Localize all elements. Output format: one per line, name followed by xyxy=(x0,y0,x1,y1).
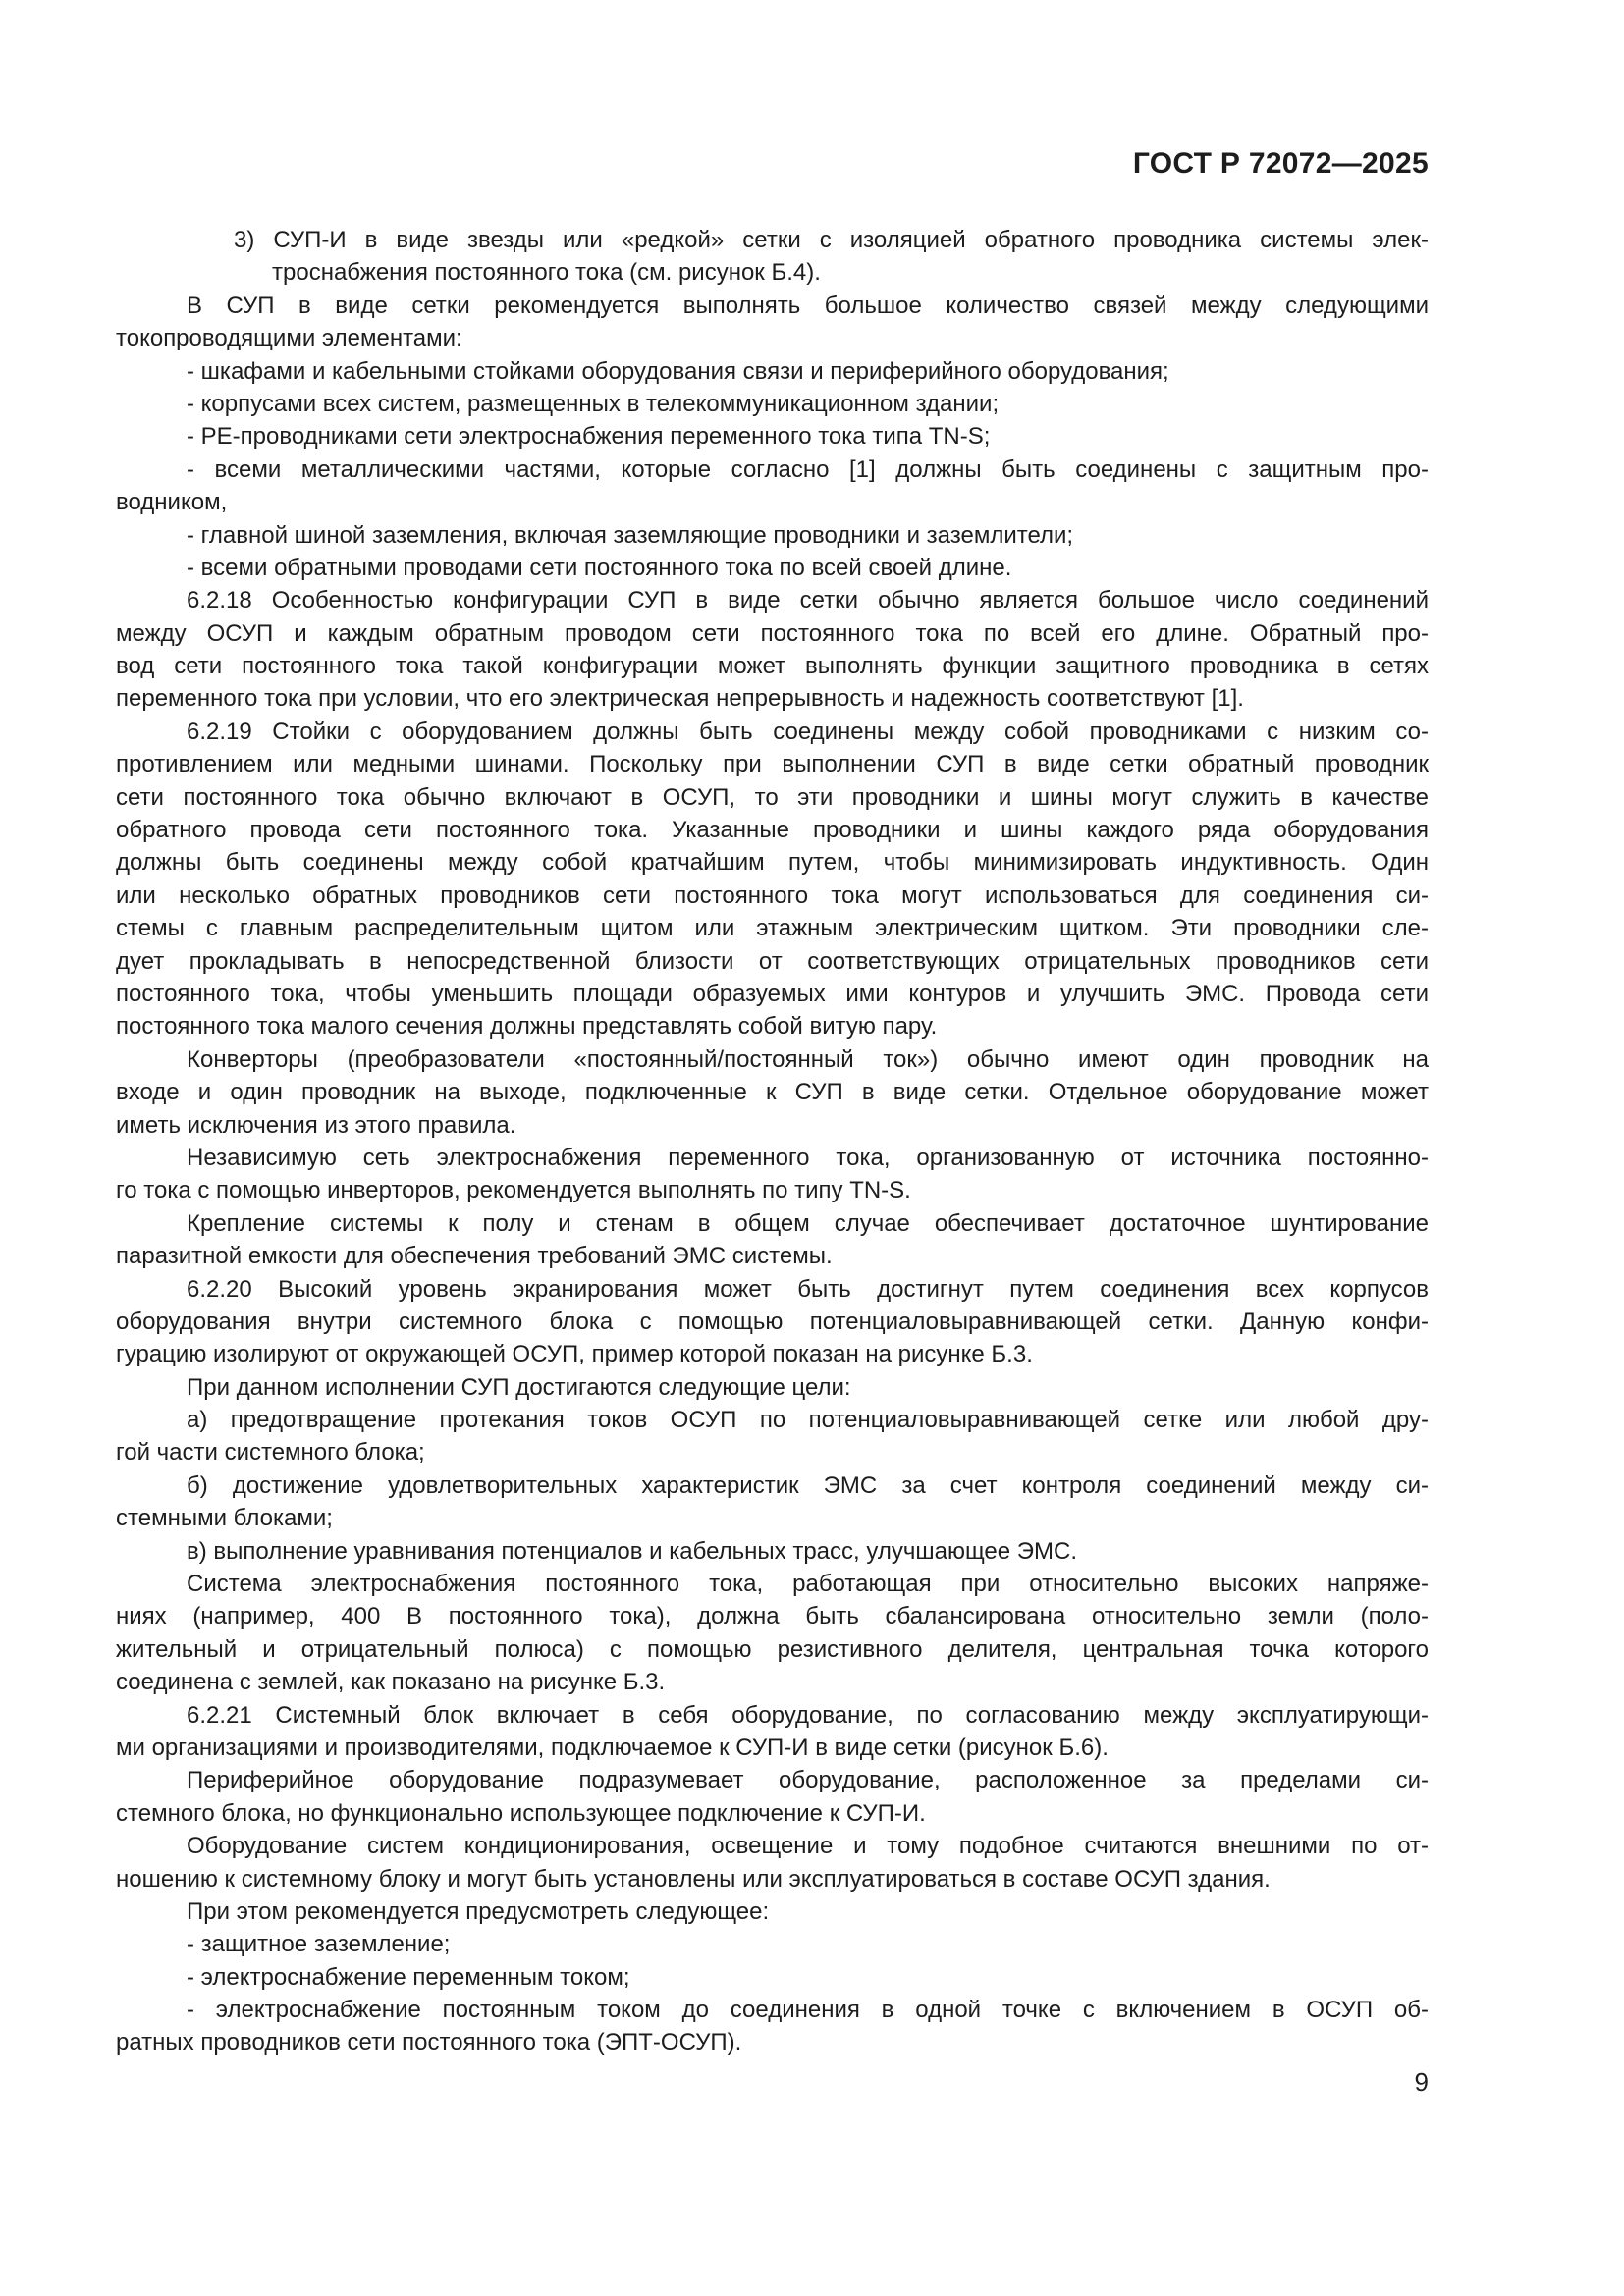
text-line: 6.2.20 Высокий уровень экранирования может быть достигнут путем соединения всех корпусов xyxy=(187,1275,1429,1303)
paragraph xyxy=(116,1568,1429,1699)
text-line: дует прокладывать в непосредственной близости от соответствующих отрицательных проводников сети xyxy=(116,947,1429,975)
text-line: иметь исключения из этого правила. xyxy=(116,1111,516,1139)
text-line: противлением или медными шинами. Поскольку при выполнении СУП в виде сетки обратный проводник xyxy=(116,751,1429,778)
text-line: Независимую сеть электроснабжения переменного тока, организованную от источника постоянно- xyxy=(187,1144,1429,1171)
paragraph xyxy=(116,519,1429,552)
text-line: токопроводящими элементами: xyxy=(116,325,462,352)
text-line: 6.2.19 Стойки с оборудованием должны быть соединены между собой проводниками с низким со- xyxy=(187,718,1429,745)
text-line: - шкафами и кабельными стойками оборудования связи и периферийного оборудования; xyxy=(187,357,1169,385)
text-line: паразитной емкости для обеспечения требований ЭМС системы. xyxy=(116,1243,833,1270)
text-line: троснабжения постоянного тока (см. рисунок Б.4). xyxy=(272,259,821,287)
text-line: стемного блока, но функционально использующее подключение к СУП-И. xyxy=(116,1799,926,1827)
text-line: обратного провода сети постоянного тока. Указанные проводники и шины каждого ряда оборудования xyxy=(116,817,1429,844)
paragraph xyxy=(116,1928,1429,1960)
text-line: или несколько обратных проводников сети постоянного тока могут использоваться для соединения си- xyxy=(116,881,1429,909)
text-line: водником, xyxy=(116,489,228,516)
paragraph xyxy=(116,290,1429,355)
text-line: стемными блоками; xyxy=(116,1505,333,1532)
text-line: В СУП в виде сетки рекомендуется выполнять большое количество связей между следующими xyxy=(187,292,1429,319)
text-line: гой части системного блока; xyxy=(116,1439,425,1467)
paragraph xyxy=(116,584,1429,716)
text-line: постоянного тока, чтобы уменьшить площади образуемых ими контуров и улучшить ЭМС. Провода сети xyxy=(116,980,1429,1007)
page-number: 9 xyxy=(1414,2067,1429,2097)
text-line: ниях (например, 400 В постоянного тока), должна быть сбалансирована относительно земли (поло- xyxy=(116,1603,1429,1630)
paragraph xyxy=(116,1142,1429,1207)
paragraph xyxy=(116,1961,1429,1994)
text-line: ношению к системному блоку и могут быть установлены или эксплуатироваться в составе ОСУП здания. xyxy=(116,1865,1271,1893)
text-line: - защитное заземление; xyxy=(187,1931,451,1958)
paragraph xyxy=(116,454,1429,519)
text-line: соединена с землей, как показано на рисунке Б.3. xyxy=(116,1669,666,1696)
paragraph xyxy=(116,1043,1429,1142)
text-line: гурацию изолируют от окружающей ОСУП, пример которой показан на рисунке Б.3. xyxy=(116,1341,1033,1368)
text-line: - электроснабжение переменным током; xyxy=(187,1963,630,1991)
paragraph xyxy=(116,1371,1429,1404)
text-line: жительный и отрицательный полюса) с помощью резистивного делителя, центральная точка которого xyxy=(116,1635,1429,1663)
text-line: ратных проводников сети постоянного тока (ЭПТ-ОСУП). xyxy=(116,2029,742,2056)
text-line: вод сети постоянного тока такой конфигурации может выполнять функции защитного проводника в сетях xyxy=(116,653,1429,680)
text-line: оборудования внутри системного блока с помощью потенциаловыравнивающей сетки. Данную конфи- xyxy=(116,1308,1429,1335)
paragraph xyxy=(116,1207,1429,1273)
paragraph xyxy=(116,355,1429,388)
paragraph xyxy=(116,1404,1429,1469)
text-line: б) достижение удовлетворительных характеристик ЭМС за счет контроля соединений между си- xyxy=(187,1471,1429,1499)
text-line: - всеми обратными проводами сети постоянного тока по всей своей длине. xyxy=(187,554,1012,581)
paragraph xyxy=(116,716,1429,1043)
text-line: Система электроснабжения постоянного тока, работающая при относительно высоких напряже- xyxy=(187,1571,1429,1598)
text-line: должны быть соединены между собой кратчайшим путем, чтобы минимизировать индуктивность. Один xyxy=(116,849,1429,877)
paragraph xyxy=(116,1469,1429,1535)
text-line: го тока с помощью инверторов, рекомендуется выполнять по типу TN-S. xyxy=(116,1177,911,1204)
text-line: 6.2.21 Системный блок включает в себя оборудование, по согласованию между эксплуатирующи- xyxy=(187,1701,1429,1729)
paragraph xyxy=(116,552,1429,584)
text-line: - корпусами всех систем, размещенных в телекоммуникационном здании; xyxy=(187,390,1000,417)
text-line: При этом рекомендуется предусмотреть следующее: xyxy=(187,1897,770,1925)
text-line: а) предотвращение протекания токов ОСУП по потенциаловыравнивающей сетке или любой дру- xyxy=(187,1407,1429,1434)
text-line: 3) СУП-И в виде звезды или «редкой» сетки с изоляцией обратного проводника системы элек- xyxy=(234,227,1429,253)
paragraph xyxy=(116,1535,1429,1568)
text-line: Крепление системы к полу и стенам в общем случае обеспечивает достаточное шунтирование xyxy=(187,1209,1429,1237)
paragraph xyxy=(116,1273,1429,1371)
text-line: постоянного тока малого сечения должны представлять собой витую пару. xyxy=(116,1013,938,1041)
text-line: - электроснабжение постоянным током до соединения в одной точке с включением в ОСУП об- xyxy=(187,1997,1429,2024)
text-line: стемы с главным распределительным щитом или этажным электрическим щитком. Эти проводники сле- xyxy=(116,915,1429,942)
text-line: 6.2.18 Особенностью конфигурации СУП в виде сетки обычно является большое число соединений xyxy=(187,587,1429,614)
text-line: Конверторы (преобразователи «постоянный/постоянный ток») обычно имеют один проводник на xyxy=(187,1045,1429,1073)
text-line: Периферийное оборудование подразумевает оборудование, расположенное за пределами си- xyxy=(187,1767,1429,1794)
paragraph xyxy=(116,1830,1429,1896)
text-line: - всеми металлическими частями, которые согласно [1] должны быть соединены с защитным про- xyxy=(187,455,1429,483)
text-line: между ОСУП и каждым обратным проводом сети постоянного тока по всей его длине. Обратный про- xyxy=(116,619,1429,647)
text-line: ми организациями и производителями, подключаемое к СУП-И в виде сетки (рисунок Б.6). xyxy=(116,1734,1109,1761)
running-header: ГОСТ Р 72072—2025 xyxy=(1132,147,1429,180)
paragraph xyxy=(116,1896,1429,1928)
text-line: входе и один проводник на выходе, подключенные к СУП в виде сетки. Отдельное оборудование может xyxy=(116,1079,1429,1106)
paragraph xyxy=(116,1699,1429,1765)
text-line: в) выполнение уравнивания потенциалов и кабельных трасс, улучшающее ЭМС. xyxy=(187,1537,1078,1565)
paragraph xyxy=(116,420,1429,453)
text-line: переменного тока при условии, что его электрическая непрерывность и надежность соответствуют [1]. xyxy=(116,685,1244,713)
text-line: сети постоянного тока обычно включают в ОСУП, то эти проводники и шины могут служить в качестве xyxy=(116,783,1429,811)
paragraph xyxy=(116,1994,1429,2059)
paragraph xyxy=(116,1764,1429,1830)
text-line: - главной шиной заземления, включая заземляющие проводники и заземлители; xyxy=(187,521,1074,549)
text-line: При данном исполнении СУП достигаются следующие цели: xyxy=(187,1373,851,1401)
paragraph xyxy=(116,388,1429,420)
text-line: Оборудование систем кондиционирования, освещение и тому подобное считаются внешними по от- xyxy=(187,1833,1429,1860)
paragraph xyxy=(116,224,1429,290)
document-body xyxy=(116,224,1429,2059)
text-line: - PE-проводниками сети электроснабжения переменного тока типа TN-S; xyxy=(187,423,991,451)
